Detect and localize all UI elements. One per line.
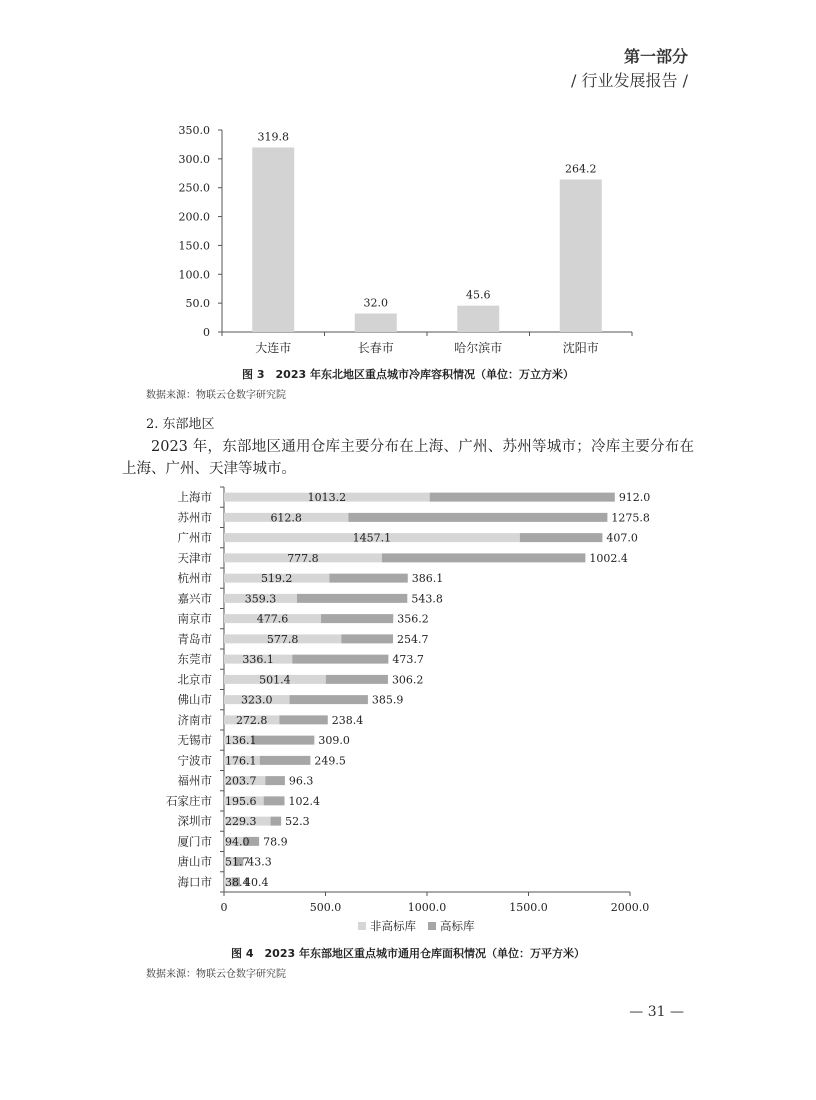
y-tick-label: 50.0 [185, 297, 210, 311]
series2-value-label: 96.3 [288, 774, 314, 788]
category-label: 厦门市 [177, 834, 212, 849]
series1-value-label: 477.6 [256, 612, 289, 626]
series1-value-label: 777.8 [287, 551, 319, 565]
category-label: 佛山市 [177, 692, 212, 707]
series1-value-label: 203.7 [225, 774, 257, 788]
category-label: 石家庄市 [166, 793, 212, 808]
category-label: 唐山市 [177, 854, 212, 869]
series1-value-label: 336.1 [242, 653, 274, 667]
page-number: — 31 — [629, 1004, 684, 1020]
category-label: 沈阳市 [562, 341, 599, 355]
series2-value-label: 40.4 [243, 875, 269, 889]
bar-value-label: 264.2 [565, 162, 597, 176]
category-label: 杭州市 [177, 571, 212, 586]
legend-swatch-high-standard [428, 922, 436, 930]
x-tick-label: 2000.0 [610, 901, 650, 914]
bar-segment-high-standard [321, 614, 393, 623]
legend-label-non-high-standard: 非高标库 [370, 919, 416, 933]
bar [355, 314, 397, 332]
series1-value-label: 359.3 [244, 592, 277, 606]
section-heading: 2. 东部地区 [146, 417, 215, 432]
bar [252, 147, 294, 332]
bar-segment-high-standard [430, 493, 615, 502]
running-header-subtitle: / 行业发展报告 / [571, 71, 688, 90]
bar [560, 180, 602, 332]
series2-value-label: 385.9 [371, 693, 404, 707]
series1-value-label: 1013.2 [307, 491, 347, 505]
category-label: 济南市 [177, 712, 212, 727]
x-tick-label: 1500.0 [509, 901, 548, 914]
y-tick-label: 250.0 [178, 181, 210, 195]
bar-segment-high-standard [326, 675, 388, 684]
series2-value-label: 1002.4 [589, 551, 628, 565]
series1-value-label: 577.8 [266, 632, 299, 646]
category-label: 上海市 [177, 490, 212, 505]
category-label: 青岛市 [177, 631, 212, 646]
category-label: 哈尔滨市 [454, 341, 503, 355]
legend-swatch-non-high-standard [358, 922, 366, 930]
bar-value-label: 45.6 [466, 288, 491, 302]
figure-4-source: 数据来源：物联云仓数字研究院 [146, 969, 286, 980]
y-tick-label: 200.0 [178, 210, 210, 224]
y-tick-label: 300.0 [178, 152, 210, 166]
bar-segment-high-standard [265, 776, 285, 785]
bar-value-label: 32.0 [363, 296, 388, 310]
category-label: 天津市 [177, 550, 212, 565]
series2-value-label: 102.4 [288, 794, 320, 808]
figure-4-stacked-bar-chart [0, 482, 816, 942]
figure-3-caption: 图 3 2023 年东北地区重点城市冷库容积情况（单位：万立方米） [242, 368, 574, 381]
bar-segment-high-standard [341, 634, 393, 643]
series1-value-label: 229.3 [225, 815, 257, 829]
figure-3-source: 数据来源：物联云仓数字研究院 [146, 390, 286, 401]
x-tick-label: 0 [220, 901, 228, 914]
bar-segment-high-standard [271, 817, 282, 826]
series1-value-label: 612.8 [270, 511, 302, 525]
bar-segment-high-standard [260, 756, 311, 765]
series1-value-label: 323.0 [241, 693, 273, 707]
series2-value-label: 249.5 [314, 754, 346, 768]
series2-value-label: 407.0 [606, 531, 638, 545]
category-label: 大连市 [255, 341, 292, 355]
series1-value-label: 501.4 [259, 673, 291, 687]
bar-segment-high-standard [520, 533, 603, 542]
figure-4-caption: 图 4 2023 年东部地区重点城市通用仓库面积情况（单位：万平方米） [231, 947, 585, 960]
series1-value-label: 136.1 [225, 734, 257, 748]
x-tick-label: 1000.0 [407, 901, 447, 914]
category-label: 嘉兴市 [177, 591, 212, 606]
series1-value-label: 195.6 [225, 794, 257, 808]
series1-value-label: 38.4 [225, 875, 250, 889]
series2-value-label: 306.2 [391, 673, 424, 687]
category-label: 海口市 [177, 874, 212, 889]
category-label: 深圳市 [177, 814, 212, 829]
category-label: 无锡市 [177, 733, 212, 748]
y-tick-label: 100.0 [178, 268, 210, 282]
bar-segment-high-standard [297, 594, 407, 603]
series2-value-label: 309.0 [318, 734, 350, 748]
bar-segment-high-standard [252, 736, 315, 745]
bar [457, 306, 499, 332]
series2-value-label: 43.3 [247, 855, 272, 869]
series2-value-label: 386.1 [411, 572, 444, 586]
bar-segment-high-standard [264, 796, 285, 805]
category-label: 宁波市 [177, 753, 212, 768]
legend-label-high-standard: 高标库 [440, 919, 475, 933]
bar-segment-high-standard [348, 513, 607, 522]
category-label: 广州市 [177, 530, 212, 545]
series2-value-label: 1275.8 [611, 511, 650, 525]
series1-value-label: 94.0 [225, 835, 250, 849]
series2-value-label: 473.7 [392, 653, 424, 667]
x-tick-label: 500.0 [309, 901, 342, 914]
category-label: 南京市 [177, 611, 212, 626]
series1-value-label: 1457.1 [352, 531, 392, 545]
section-paragraph: 2023 年，东部地区通用仓库主要分布在上海、广州、苏州等城市；冷库主要分布在上海、广州、天津等城市。 [122, 439, 694, 477]
series1-value-label: 519.2 [260, 572, 293, 586]
bar-segment-high-standard [290, 695, 368, 704]
running-header-part: 第一部分 [623, 47, 688, 66]
y-tick-label: 350.0 [178, 124, 210, 137]
bar-segment-high-standard [279, 715, 327, 724]
bar-value-label: 319.8 [257, 130, 289, 144]
series1-value-label: 51.7 [225, 855, 250, 869]
series2-value-label: 543.8 [411, 592, 443, 606]
figure-3-bar-chart [0, 118, 816, 363]
category-label: 东莞市 [177, 652, 212, 667]
series2-value-label: 238.4 [331, 713, 364, 727]
category-label: 北京市 [177, 672, 212, 687]
category-label: 长春市 [357, 341, 394, 355]
category-label: 苏州市 [177, 510, 212, 525]
category-label: 福州市 [177, 773, 212, 788]
series1-value-label: 272.8 [235, 713, 268, 727]
series2-value-label: 52.3 [285, 815, 310, 829]
series2-value-label: 912.0 [618, 491, 651, 505]
y-tick-label: 150.0 [178, 239, 210, 253]
bar-segment-high-standard [382, 553, 585, 562]
series2-value-label: 254.7 [396, 632, 429, 646]
series1-value-label: 176.1 [225, 754, 257, 768]
series2-value-label: 78.9 [263, 835, 288, 849]
y-tick-label: 0 [203, 326, 210, 339]
series2-value-label: 356.2 [397, 612, 429, 626]
bar-segment-high-standard [292, 655, 388, 664]
bar-segment-high-standard [329, 574, 407, 583]
